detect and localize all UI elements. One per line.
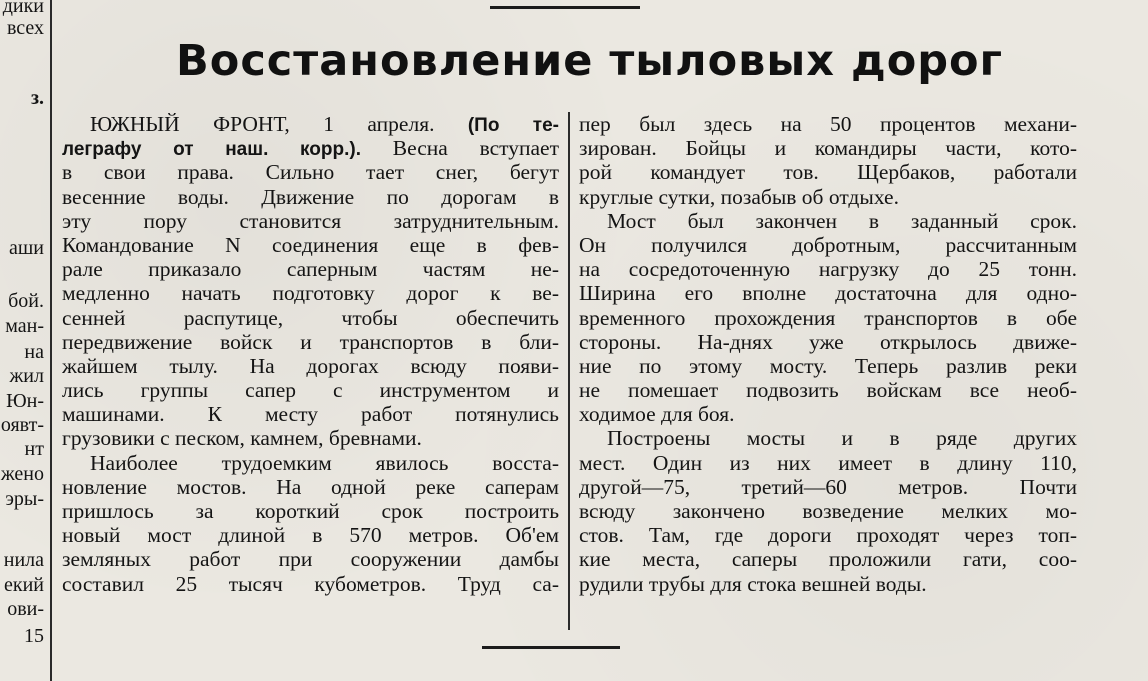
text-line — [62, 233, 559, 257]
text-run: Весна вступает — [361, 136, 559, 161]
text-line — [62, 378, 559, 402]
fragment-text: з. — [30, 87, 44, 109]
text-run: Построены мосты и в ряде других — [607, 426, 1077, 451]
text-run: составил 25 тысяч кубометров. Труд са- — [62, 571, 559, 596]
column-divider — [568, 112, 570, 630]
text-run: круглые сутки, позабыв об отдыхе. — [579, 184, 899, 209]
fragment-text: ови- — [7, 598, 44, 620]
text-line — [62, 426, 559, 450]
text-run: на сосредоточенную нагрузку до 25 тонн. — [579, 257, 1077, 282]
text-line — [579, 499, 1077, 523]
text-line — [579, 378, 1077, 402]
fragment-text: Юн- — [6, 390, 44, 412]
fragment-text: нт — [24, 438, 44, 460]
text-line — [579, 426, 1077, 450]
fragment-text: оявт- — [0, 414, 44, 436]
bold-text-run: (По те- — [434, 115, 559, 136]
text-run: пришлось за короткий срок построить — [62, 499, 559, 523]
text-line — [579, 160, 1077, 184]
fragment-text: на — [24, 341, 44, 363]
text-line — [579, 354, 1077, 378]
bold-text-run: леграфу от наш. корр.). — [62, 139, 362, 161]
text-run: рудили трубы для стока вешней воды. — [579, 571, 927, 596]
text-line — [579, 257, 1077, 281]
text-run: кие места, саперы проложили гати, соо- — [579, 547, 1077, 572]
fragment-text: всех — [6, 17, 44, 39]
fragment-text: екий — [4, 574, 44, 596]
text-run: Командование N соединения еще в фев- — [62, 232, 559, 257]
text-run: временного прохождения транспортов в обе — [579, 305, 1077, 330]
text-run: не помешает подвозить войскам все необ- — [579, 378, 1077, 403]
fragment-text: 15 — [24, 625, 44, 647]
text-line — [579, 475, 1077, 499]
bottom-rule — [482, 646, 620, 649]
text-line — [579, 523, 1077, 547]
text-line — [62, 475, 559, 499]
text-line — [579, 306, 1077, 330]
text-line — [62, 185, 559, 209]
text-run: рой командует тов. Щербаков, работали — [579, 160, 1077, 185]
text-run: Он получился добротным, рассчитанным — [579, 232, 1077, 257]
text-line — [62, 499, 559, 523]
text-line — [62, 257, 559, 281]
text-run: ходимое для боя. — [579, 402, 735, 427]
fragment-text: эры- — [5, 488, 44, 510]
text-run: зирован. Бойцы и командиры части, кото- — [579, 136, 1077, 161]
text-run: жайшем тылу. На дорогах всюду появи- — [62, 353, 559, 378]
text-run: Мост был закончен в заданный срок. — [607, 208, 1077, 233]
text-line — [62, 572, 559, 596]
text-run: земляных работ при сооружении дамбы — [62, 547, 559, 572]
article-headline: Восстановление тыловых дорог — [176, 36, 1004, 86]
text-run: мест. Один из них имеет в длину 110, — [579, 450, 1077, 475]
fragment-text: ман- — [5, 315, 44, 337]
text-line — [62, 112, 559, 136]
fragment-text: аши — [9, 237, 44, 259]
text-line — [62, 523, 559, 547]
text-run: ЮЖНЫЙ ФРОНТ, 1 апреля. — [90, 112, 435, 136]
text-line — [62, 547, 559, 571]
text-line — [62, 209, 559, 233]
fragment-text: дики — [2, 0, 44, 17]
text-line — [62, 160, 559, 184]
text-run: новый мост длиной в 570 метров. Об'ем — [62, 523, 559, 548]
text-run: другой—75, третий—60 метров. Почти — [579, 474, 1077, 499]
text-run: рале приказало саперным частям не- — [62, 257, 559, 282]
text-line — [62, 402, 559, 426]
text-line — [579, 112, 1077, 136]
text-line — [579, 209, 1077, 233]
text-run: передвижение войск и транспортов в бли- — [62, 329, 559, 354]
text-line — [62, 306, 559, 330]
text-line — [579, 547, 1077, 571]
article-column-left — [62, 112, 559, 596]
text-line — [579, 451, 1077, 475]
top-rule — [490, 6, 640, 9]
article-column-right — [579, 112, 1077, 596]
text-run: машинами. К месту работ потянулись — [62, 402, 559, 427]
text-run: ние по этому мосту. Теперь разлив реки — [579, 353, 1077, 378]
text-run: сенней распутице, чтобы обеспечить — [62, 305, 559, 330]
text-line — [579, 330, 1077, 354]
text-run: весенние воды. Движение по дорогам в — [62, 184, 559, 209]
text-run: Ширина его вполне достаточна для одно- — [579, 281, 1077, 306]
text-run: стороны. На-днях уже открылось движе- — [579, 329, 1077, 354]
text-run: лись группы сапер с инструментом и — [62, 378, 559, 403]
text-line — [579, 185, 1077, 209]
text-line — [579, 233, 1077, 257]
text-line — [62, 281, 559, 305]
text-line — [579, 572, 1077, 596]
text-line — [62, 354, 559, 378]
text-run: грузовики с песком, камнем, бревнами. — [62, 426, 422, 451]
text-run: в свои права. Сильно тает снег, бегут — [62, 160, 559, 185]
text-run: стов. Там, где дороги проходят через топ- — [579, 523, 1077, 548]
fragment-text: жил — [9, 365, 44, 387]
text-line — [579, 281, 1077, 305]
text-run: Наиболее трудоемким явилось восста- — [90, 450, 559, 475]
text-run: пер был здесь на 50 процентов механи- — [579, 112, 1077, 136]
fragment-text: бой. — [8, 290, 44, 312]
fragment-text: нила — [3, 549, 44, 571]
text-run: новление мостов. На одной реке саперам — [62, 474, 559, 499]
text-line — [579, 402, 1077, 426]
text-run: медленно начать подготовку дорог к ве- — [62, 281, 559, 306]
text-run: эту пору становится затруднительным. — [62, 208, 559, 233]
fragment-text: жено — [0, 463, 44, 485]
left-margin-fragments — [0, 0, 52, 681]
text-line — [62, 136, 559, 160]
text-run: всюду закончено возведение мелких мо- — [579, 499, 1077, 523]
text-line — [579, 136, 1077, 160]
text-line — [62, 451, 559, 475]
text-line — [62, 330, 559, 354]
